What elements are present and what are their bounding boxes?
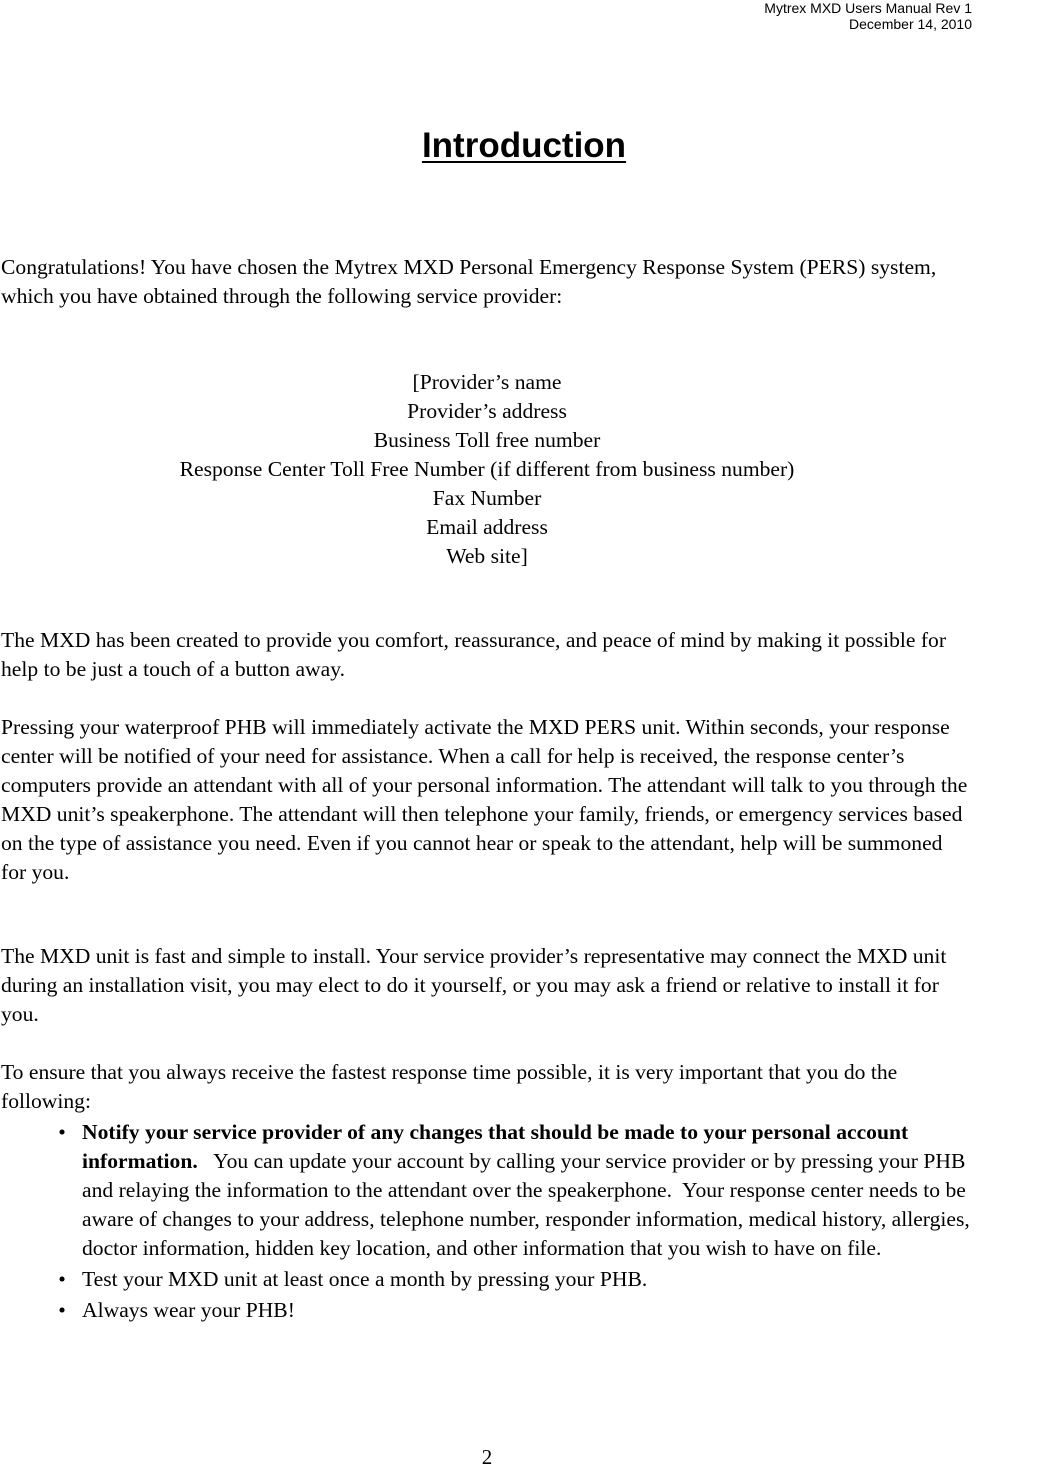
body-paragraph-instructions: To ensure that you always receive the fastest response time possible, it is very important that you do the following: — [1, 1060, 898, 1113]
provider-business-number-line: Business Toll free number — [373, 428, 601, 452]
provider-email-line: Email address — [426, 515, 548, 539]
header-doc-title: Mytrex MXD Users Manual Rev 1 — [764, 0, 972, 16]
page-title: Introduction — [421, 126, 627, 165]
list-item — [0, 1118, 974, 1263]
body-paragraph-how-it-works: Pressing your waterproof PHB will immediately activate the MXD PERS unit. Within seconds, your response center will be notified of your need for assistance. When a call for help is received, the response center’s computers provide an attendant with all of your personal information. The attendant will talk to you through the MXD unit’s speakerphone. The attendant will then telephone your family, friends, or emergency services based on the type of assistance you need. Even if you cannot hear or speak to the attendant, help will be summoned for you. — [1, 715, 968, 884]
list-item — [0, 1296, 974, 1325]
list-item-bold-text: Notify your service provider of any changes that should be made to your personal account information. — [82, 1120, 909, 1173]
running-header — [764, 0, 972, 32]
provider-name-line: [Provider’s name — [412, 370, 562, 394]
list-item-text: You can update your account by calling your service provider or by pressing your PHB and relaying the information to the attendant over the speakerphone. Your response center needs to be aware of changes to your address, telephone number, responder information, medical history, allergies, doctor information, hidden key location, and other information that you wish to have on file. — [82, 1149, 976, 1260]
provider-website-line: Web site] — [446, 544, 528, 568]
provider-fax-line: Fax Number — [432, 486, 542, 510]
list-item-text: Test your MXD unit at least once a month by pressing your PHB. — [82, 1267, 648, 1291]
body-paragraph-purpose: The MXD has been created to provide you comfort, reassurance, and peace of mind by making it possible for help to be just a touch of a button away. — [1, 628, 947, 681]
bullet-icon: • — [58, 1298, 66, 1322]
provider-block — [0, 368, 974, 571]
bullet-icon: • — [58, 1267, 66, 1291]
bullet-icon: • — [58, 1120, 66, 1144]
provider-address-line: Provider’s address — [407, 399, 567, 423]
instruction-list — [0, 1118, 974, 1325]
provider-response-center-line: Response Center Toll Free Number (if different from business number) — [179, 457, 795, 481]
header-date: December 14, 2010 — [849, 16, 972, 32]
body-paragraph-installation: The MXD unit is fast and simple to install. Your service provider’s representative may connect the MXD unit during an installation visit, you may elect to do it yourself, or you may ask a friend or relative to install it for you. — [1, 944, 947, 1026]
list-item — [0, 1265, 974, 1294]
intro-paragraph: Congratulations! You have chosen the Mytrex MXD Personal Emergency Response System (PERS) system, which you have obtained through the following service provider: — [1, 255, 937, 308]
page-number: 2 — [481, 1445, 493, 1469]
list-item-text: Always wear your PHB! — [82, 1298, 295, 1322]
